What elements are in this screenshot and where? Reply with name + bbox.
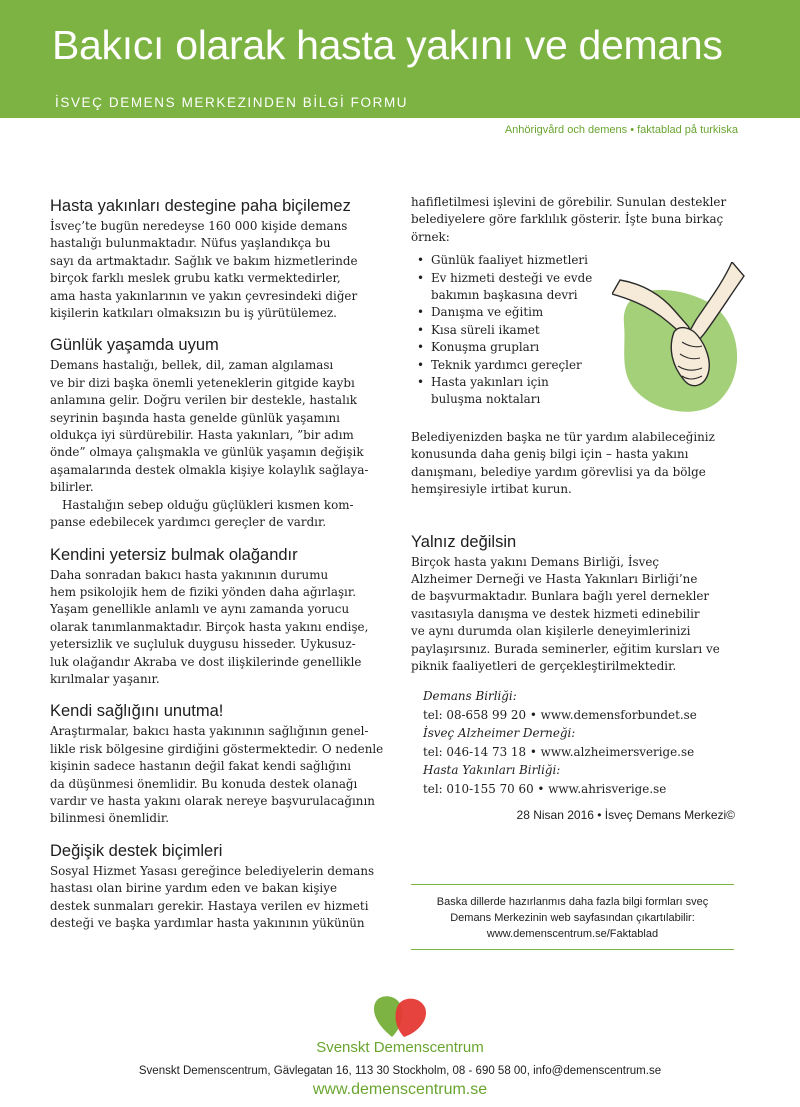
info-link[interactable]: www.demenscentrum.se/Faktablad [486, 928, 659, 940]
header-banner [0, 0, 800, 118]
contact-org: Demans Birliği: [423, 689, 517, 704]
footer-website-link[interactable]: www.demenscentrum.se [312, 1081, 488, 1098]
contact-org: Hasta Yakınları Birliği: [423, 763, 561, 778]
section-heading: Değişik destek biçimleri [50, 841, 223, 860]
section-paragraph: İsveç’te bugün neredeyse 160 000 kişide demans hastalığı bulunmaktadır. Nüfus yaşlandıkça bu sayı da artmaktadır. Sağlık ve bakım hizmetlerinde birçok farklı meslek grubu katkı vermektedirler, ama hasta yakınlarının ve yakın çevresindeki diğer kişilerin katkıları olmaksızın bu iş yürütülemez. [50, 219, 358, 321]
list-item: • Hasta yakınları için buluşma noktaları [417, 375, 549, 407]
list-item: • Konuşma grupları [417, 340, 540, 355]
section-paragraph: Daha sonradan bakıcı hasta yakınının durumu hem psikolojik hem de fiziki yönden daha ağırlaşır. Yaşam genellikle anlamlı ve aynı zamanda yorucu olarak tanımlanmaktadır. Birçok hasta yakını endişe, yetersizlik ve suçluluk duygusu hisseder. Uykusuz- luk olağandır Akraba ve dost ilişkilerinde genellikle kırılmalar yaşanır. [50, 567, 369, 686]
section-paragraph: hafifletilmesi işlevini de görebilir. Sunulan destekler belediyelere göre farklılık gösterir. İşte buna birkaç örnek: [411, 195, 727, 244]
section-heading: Kendini yetersiz bulmak olağandır [50, 545, 298, 564]
contact-details: tel: 08-658 99 20 • www.demensforbundet.se [423, 707, 697, 722]
section-heading: Kendi sağlığını unutma! [50, 702, 224, 721]
section-not-alone [411, 533, 741, 676]
date-line: 28 Nisan 2016 • İsveç Demans Merkezi© [516, 808, 735, 823]
list-item: • Günlük faaliyet hizmetleri [417, 253, 588, 268]
info-line: Baska dillerde hazırlanmıs daha fazla bilgi formları sveç [436, 896, 709, 908]
section-paragraph: Demans hastalığı, bellek, dil, zaman algılaması ve bir dizi başka önemli yeteneklerin gitgide kaybı anlamına gelir. Doğru verilen bir destekle, hastalık seyrinin başında hasta genelde günlük yaşamını oldukça iyi sürdürebilir. Hasta yakınları, ”bir adım önde” olmaya çalışmakla ve günlük yaşamın değişik aşamalarında destek olmakla kişiye kolaylık sağlaya- bilirler. [50, 358, 369, 495]
contact-org: İsveç Alzheimer Derneği: [423, 726, 576, 741]
section-paragraph: Hastalığın sebep olduğu güçlükleri kısmen kom- panse edebilecek yardımcı gereçler de vardır. [50, 497, 354, 530]
section-paragraph: Sosyal Hizmet Yasası gereğince belediyelerin demans hastası olan birine yardım eden ve bakan kişiye destek sunmaları gerekir. Hastaya verilen ev hizmeti desteği ve başka yardımlar hasta yakınının yükünün [50, 863, 375, 930]
info-line: Demans Merkezinin web sayfasından çıkartılabilir: [450, 912, 695, 924]
holding-hands-icon [612, 262, 747, 417]
list-item: • Teknik yardımcı gereçler [417, 357, 582, 372]
brand-name: Svenskt Demenscentrum [316, 1039, 484, 1056]
section-heading: Günlük yaşamda uyum [50, 336, 219, 355]
section-heading: Yalnız değilsin [411, 532, 517, 551]
heart-logo-icon [372, 993, 428, 1039]
contact-details: tel: 010-155 70 60 • www.ahrisverige.se [423, 781, 667, 796]
support-list [411, 252, 601, 409]
list-item: • Danışma ve eğitim [417, 305, 544, 320]
page-title: Bakıcı olarak hasta yakını ve demans [52, 22, 723, 68]
page-subtitle: İSVEÇ DEMENS MERKEZINDEN BİLGİ FORMU [55, 95, 409, 110]
section-daily-life [50, 336, 395, 531]
footer-address: Svenskt Demenscentrum, Gävlegatan 16, 113 30 Stockholm, 08 - 690 58 00, info@demenscentrum.se [138, 1065, 662, 1077]
section-paragraph: Birçok hasta yakını Demans Birliği, İsveç Alzheimer Derneği ve Hasta Yakınları Birliği’ne de başvurmaktadır. Bunlara bağlı yerel dernekler vasıtasıyla danışma ve destek hizmeti edinebilir ve aynı durumda olan kişilerle deneyimlerinizi paylaşırsınız. Burada seminerler, eğitim kursları ve piknik faaliyetleri de gerçekleştirilmektedir. [411, 554, 720, 673]
list-item: • Ev hizmeti desteği ve evde bakımın başkasına devri [417, 270, 593, 303]
contact-details: tel: 046-14 73 18 • www.alzheimersverige.se [423, 744, 695, 759]
contact-list [423, 687, 741, 798]
info-box [411, 884, 734, 950]
section-heading: Hasta yakınları destegine paha biçilemez [50, 197, 351, 215]
section-support-forms [50, 842, 395, 933]
section-value-of-carers [50, 197, 395, 322]
list-item: • Kısa süreli ikamet [417, 322, 540, 337]
left-column [50, 197, 395, 946]
tagline: Anhörigvård och demens • faktablad på turkiska [504, 124, 738, 136]
section-paragraph: Araştırmalar, bakıcı hasta yakınının sağlığının genel- likle risk bölgesine girdiğini göstermektedir. O nedenle kişinin sadece hastanın değil fakat kendi sağlığını da düşünmesi önemlidir. Bu konuda destek olanağı vardır ve hasta yakını olarak nereye başvurulacağının bilinmesi önemlidir. [50, 724, 384, 826]
section-paragraph: Belediyenizden başka ne tür yardım alabileceğiniz konusunda daha geniş bilgi için – hasta yakını danışmanı, belediye yardım görevlisi ya da bölge hemşiresiyle irtibat kurun. [411, 429, 715, 497]
section-inadequacy [50, 546, 395, 689]
section-own-health [50, 702, 395, 827]
